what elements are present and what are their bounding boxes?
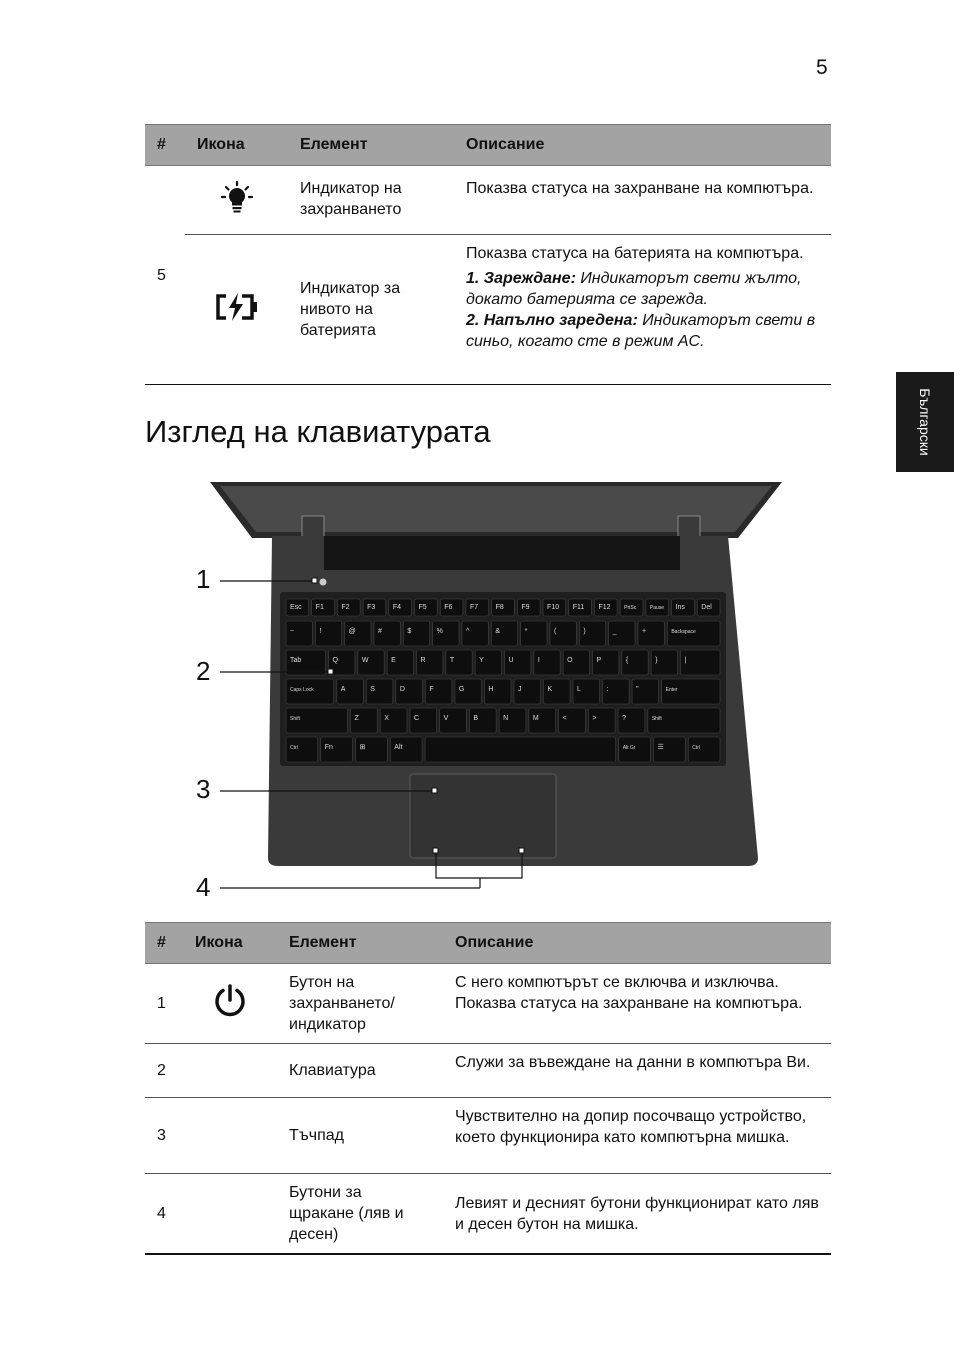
key-label: X — [384, 715, 389, 722]
key-label: H — [488, 686, 494, 693]
key-label: _ — [612, 628, 617, 635]
element-description: Левият и десният бутони функционират като ляв и десен бутон на мишка. — [443, 1174, 831, 1255]
table-row — [145, 235, 831, 385]
key-label: ) — [583, 628, 586, 635]
key-label: B — [473, 715, 479, 722]
row-number: 4 — [145, 1174, 183, 1255]
key-label: Ctrl — [290, 745, 298, 751]
table-row — [145, 166, 831, 235]
key-label: " — [636, 686, 639, 693]
header-description: Описание — [443, 923, 831, 964]
element-description: Показва статуса на захранване на компютъра. — [454, 166, 831, 235]
key-label: Alt — [394, 744, 403, 751]
element-description: Чувствително на допир посочващо устройство, което функционира като компютърна мишка. — [443, 1098, 831, 1174]
element-name: Бутони за щракане (ляв и десен) — [277, 1174, 443, 1255]
element-description: Служи за въвеждане на данни в компютъра Ви. — [443, 1044, 831, 1098]
key-label: Tab — [290, 657, 302, 664]
key-label: A — [340, 686, 346, 693]
icon-cell-empty — [183, 1044, 277, 1098]
row-number: 1 — [145, 964, 183, 1044]
key-label: Z — [354, 715, 359, 722]
row-number: 5 — [145, 166, 185, 385]
keyboard-keys — [286, 599, 720, 762]
laptop-illustration — [190, 478, 790, 908]
element-description: Показва статуса на батерията на компютъра. — [466, 245, 804, 262]
key-label: > — [592, 715, 597, 722]
key-label: F — [429, 686, 434, 693]
section-title: Изглед на клавиатурата — [145, 414, 491, 449]
key-label: ⊞ — [359, 744, 366, 751]
key-label: F9 — [521, 604, 530, 611]
table-row — [145, 1098, 831, 1174]
key-label: F6 — [444, 604, 453, 611]
language-tab — [896, 372, 954, 472]
key-label: D — [399, 686, 405, 693]
keyboard-figure — [190, 478, 790, 908]
key-label: Esc — [290, 604, 302, 611]
note-charging-label: 1. Зареждане: — [466, 270, 576, 287]
note-charging — [466, 268, 819, 310]
key — [425, 737, 616, 762]
power-button-icon — [183, 964, 277, 1044]
keyboard-parts-table — [145, 922, 831, 1255]
key-label: PrtSc — [624, 605, 637, 611]
key-label: ☰ — [657, 744, 664, 751]
key-label: Shift — [290, 716, 301, 722]
header-icon: Икона — [185, 125, 288, 166]
key-label: F3 — [367, 604, 376, 611]
table-row — [145, 1044, 831, 1098]
header-element: Елемент — [277, 923, 443, 964]
key-label: + — [642, 628, 647, 635]
key-label: G — [458, 686, 465, 693]
icon-cell-empty — [183, 1174, 277, 1255]
header-icon: Икона — [183, 923, 277, 964]
key-label: Ins — [675, 604, 685, 611]
key-label: Backspace — [671, 629, 696, 635]
key-label: F8 — [495, 604, 504, 611]
row-number: 3 — [145, 1098, 183, 1174]
element-name: Индикатор на захранването — [288, 166, 454, 235]
key-label: & — [495, 628, 501, 635]
key-label: ~ — [290, 628, 295, 635]
key-label: U — [508, 657, 514, 664]
table-row — [145, 1174, 831, 1255]
key-label: Pause — [649, 605, 665, 611]
key-label: } — [655, 657, 658, 664]
note-charging-text: Индикаторът свети жълто, докато батерията се зарежда. — [466, 270, 802, 308]
element-name: Бутон на захранването/ индикатор — [277, 964, 443, 1044]
header-description: Описание — [454, 125, 831, 166]
key-label: F2 — [341, 604, 350, 611]
table-header-row — [145, 923, 831, 964]
page-number: 5 — [816, 56, 828, 79]
key-label: @ — [348, 628, 356, 635]
key-label: % — [436, 628, 443, 635]
key-label: { — [625, 657, 629, 664]
battery-charge-icon — [185, 235, 288, 385]
key-label: F11 — [572, 604, 585, 611]
row-number: 2 — [145, 1044, 183, 1098]
key-label: < — [562, 715, 567, 722]
key-label: Ctrl — [692, 745, 701, 751]
key-label: : — [606, 686, 609, 693]
key-label: S — [370, 686, 375, 693]
key-label: ! — [319, 628, 322, 635]
power-indicator-icon — [185, 166, 288, 235]
key-label: J — [517, 686, 522, 693]
table-header-row — [145, 125, 831, 166]
key-label: F12 — [598, 604, 611, 611]
key-label: $ — [407, 628, 412, 635]
key-label: F7 — [469, 604, 479, 611]
key-label: Q — [332, 657, 338, 664]
note-full — [466, 310, 819, 352]
key-label: V — [443, 715, 449, 722]
key-label: Del — [701, 604, 712, 611]
key-label: ( — [554, 628, 557, 635]
key-label: E — [391, 657, 396, 664]
icon-cell-empty — [183, 1098, 277, 1174]
key-label: M — [532, 715, 539, 722]
key-label: L — [577, 686, 581, 693]
key-label: I — [537, 657, 540, 664]
key-label: Y — [479, 657, 484, 664]
key-label: R — [420, 657, 426, 664]
key-label: C — [413, 715, 420, 722]
key-label: Enter — [665, 687, 678, 693]
key-label: | — [684, 657, 687, 664]
key-label: F4 — [392, 604, 401, 611]
element-name: Тъчпад — [277, 1098, 443, 1174]
key — [681, 650, 721, 675]
key-label: K — [547, 686, 553, 693]
key-label: Caps Lock — [290, 687, 314, 693]
callout-3: 3 — [196, 774, 211, 804]
header-num: # — [145, 125, 185, 166]
element-name: Клавиатура — [277, 1044, 443, 1098]
key-label: F10 — [547, 604, 560, 611]
header-element: Елемент — [288, 125, 454, 166]
callout-4: 4 — [196, 872, 211, 902]
key-label: W — [361, 657, 369, 664]
key-label: Alt Gr — [622, 745, 636, 751]
note-full-text: Индикаторът свети в синьо, когато сте в режим AC. — [466, 312, 816, 350]
indicator-table — [145, 124, 831, 385]
key-label: T — [449, 657, 455, 664]
key-label: P — [596, 657, 602, 664]
element-name: Индикатор за нивото на батерията — [288, 235, 454, 385]
element-description-cell — [454, 235, 831, 385]
language-tab-label: Български — [917, 388, 933, 456]
element-description: С него компютърът се включва и изключва. Показва статуса на захранване на компютъра. — [443, 964, 831, 1044]
key-label: F1 — [315, 604, 324, 611]
key-label: O — [567, 657, 573, 664]
key-label: Shift — [651, 716, 662, 722]
key-label: * — [524, 628, 528, 635]
table-row — [145, 964, 831, 1044]
key-label: ^ — [466, 628, 470, 635]
callout-1: 1 — [196, 564, 211, 594]
key-label: # — [378, 628, 382, 635]
note-full-label: 2. Напълно заредена: — [466, 312, 638, 329]
key-label: N — [503, 715, 509, 722]
key-label: F5 — [418, 604, 427, 611]
key-label: Fn — [324, 744, 333, 751]
callout-2: 2 — [196, 656, 211, 686]
key-label: ? — [622, 715, 626, 722]
header-num: # — [145, 923, 183, 964]
